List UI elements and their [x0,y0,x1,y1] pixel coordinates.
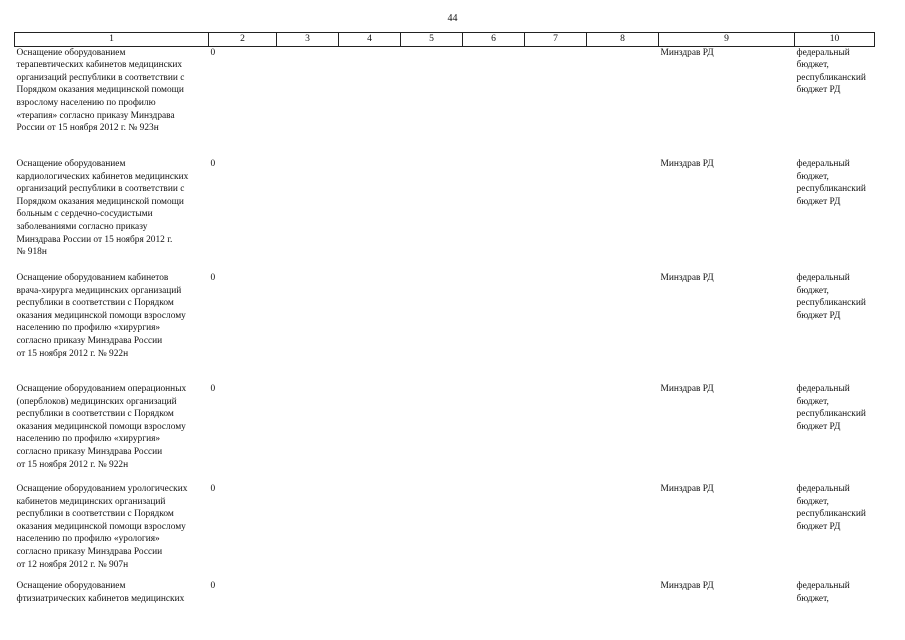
header-cell-9: 9 [659,33,795,47]
header-row [15,33,875,47]
value-cell: 0 [210,47,216,58]
value-cell: 0 [210,484,216,495]
measure-description: Оснащение оборудованием кабинетов врача-хирурга медицинских организаций республики в соответствии с Порядком оказания медицинской помощи взрослому населению по профилю «хирургия» согласно приказу Минздрава России от 15 ноября 2012 г. № 922н [16,273,186,359]
header-cell-2: 2 [209,33,277,47]
funding-cell: федеральный бюджет, республиканский бюджет РД [796,484,866,532]
executor-cell: Минздрав РД [660,159,714,170]
table-row [15,580,875,610]
header-cell-5: 5 [401,33,463,47]
header-cell-3: 3 [277,33,339,47]
executor-cell: Минздрав РД [660,581,714,592]
table-row [15,483,875,580]
measure-description: Оснащение оборудованием терапевтических кабинетов медицинских организаций республики в соответствии с Порядком оказания медицинской помощи взрослому населению по профилю «терапия» согласно приказу Минздрава России от 15 ноября 2012 г. № 923н [16,47,185,134]
table-row [15,158,875,272]
header-cell-7: 7 [525,33,587,47]
page-number: 44 [447,13,458,24]
header-cell-8: 8 [587,33,659,47]
table-row [15,383,875,483]
funding-cell: федеральный бюджет, республиканский бюджет РД [796,384,866,432]
value-cell: 0 [210,273,216,284]
executor-cell: Минздрав РД [660,47,714,58]
header-cell-1: 1 [15,33,209,47]
value-cell: 0 [210,159,216,170]
header-cell-10: 10 [795,33,875,47]
funding-cell: федеральный бюджет, республиканский бюджет РД [796,47,866,96]
funding-cell: федеральный бюджет, республиканский бюджет РД [796,159,866,207]
measure-description: Оснащение оборудованием операционных (оперблоков) медицинских организаций республики в соответствии с Порядком оказания медицинской помощи взрослому населению по профилю «хирургия» согласно приказу Минздрава России от 15 ноября 2012 г. № 922н [16,384,187,470]
program-table [14,32,875,610]
funding-cell: федеральный бюджет, [796,581,850,604]
measure-description: Оснащение оборудованием кардиологических кабинетов медицинских организаций республики в соответствии с Порядком оказания медицинской помощи больным с сердечно-сосудистыми заболеваниями согласно приказу Минздрава России от 15 ноября 2012 г. № 918н [16,159,189,258]
measure-description: Оснащение оборудованием фтизиатрических кабинетов медицинских [16,581,185,604]
executor-cell: Минздрав РД [660,384,714,395]
funding-cell: федеральный бюджет, республиканский бюджет РД [796,273,866,321]
header-cell-6: 6 [463,33,525,47]
executor-cell: Минздрав РД [660,484,714,495]
executor-cell: Минздрав РД [660,273,714,284]
table-row [15,272,875,383]
table-row [15,46,875,158]
header-cell-4: 4 [339,33,401,47]
value-cell: 0 [210,581,216,592]
measure-description: Оснащение оборудованием урологических кабинетов медицинских организаций республики в соответствии с Порядком оказания медицинской помощи взрослому населению по профилю «урология» согласно приказу Минздрава России от 12 ноября 2012 г. № 907н [16,484,188,570]
value-cell: 0 [210,384,216,395]
